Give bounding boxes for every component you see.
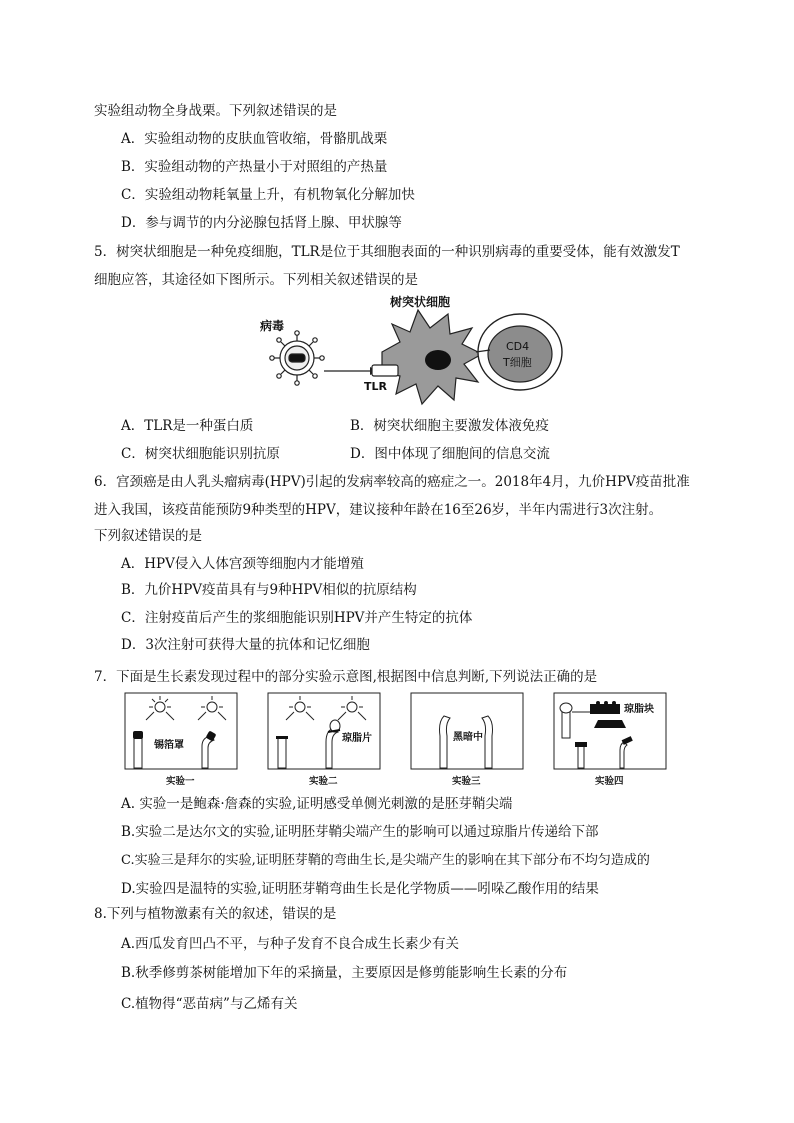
agar-block-label: 琼脂块 xyxy=(624,704,654,715)
cd4-label: CD4 xyxy=(506,340,530,353)
arrow-icon xyxy=(324,367,378,375)
experiment-three-panel xyxy=(411,693,523,769)
q4-option-d: D．参与调节的内分泌腺包括肾上腺、甲状腺等 xyxy=(121,215,402,231)
q7-option-d: D.实验四是温特的实验,证明胚芽鞘弯曲生长是化学物质——吲哚乙酸作用的结果 xyxy=(121,881,599,897)
panel-label-2: 实验二 xyxy=(309,776,338,787)
cell-nucleus xyxy=(425,350,451,370)
experiment-one-panel xyxy=(125,693,237,769)
q8-stem: 8.下列与植物激素有关的叙述，错误的是 xyxy=(94,906,337,922)
q7-stem: 7．下面是生长素发现过程中的部分实验示意图,根据图中信息判断,下列说法正确的是 xyxy=(94,669,598,685)
q8-option-c: C.植物得“恶苗病”与乙烯有关 xyxy=(121,996,298,1012)
panel-label-1: 实验一 xyxy=(166,776,195,787)
q5-stem-line1: 5．树突状细胞是一种免疫细胞，TLR是位于其细胞表面的一种识别病毒的重要受体，能有效激发T xyxy=(94,244,680,260)
q4-option-c: C．实验组动物耗氧量上升，有机物氧化分解加快 xyxy=(121,187,415,203)
q4-option-a: A．实验组动物的皮肤血管收缩，骨骼肌战栗 xyxy=(121,131,388,147)
q6-stem-line2: 进入我国，该疫苗能预防9种类型的HPV，建议接种年龄在16至26岁，半年内需进行3次注射。 xyxy=(94,502,663,518)
q4-option-b: B．实验组动物的产热量小于对照组的产热量 xyxy=(121,159,388,175)
q6-option-c: C．注射疫苗后产生的浆细胞能识别HPV并产生特定的抗体 xyxy=(121,610,473,626)
q7-option-c: C.实验三是拜尔的实验,证明胚芽鞘的弯曲生长,是尖端产生的影响在其下部分布不均匀造成的 xyxy=(121,853,650,868)
auxin-experiments-figure xyxy=(120,690,680,790)
panel-label-4: 实验四 xyxy=(595,776,624,787)
q5-option-a: A．TLR是一种蛋白质 xyxy=(121,418,254,434)
panel-label-3: 实验三 xyxy=(452,776,481,787)
t-cell-label: T细胞 xyxy=(503,356,532,369)
virus-icon xyxy=(270,331,324,385)
foil-cap-label: 锡箔罩 xyxy=(154,740,184,751)
q6-stem-line3: 下列叙述错误的是 xyxy=(94,528,202,544)
t-cell-inner xyxy=(488,326,552,382)
q5-option-d: D．图中体现了细胞间的信息交流 xyxy=(350,446,550,462)
q6-stem-line1: 6．宫颈癌是由人乳头瘤病毒(HPV)引起的发病率较高的癌症之一。2018年4月，九价HPV疫苗批准 xyxy=(94,474,690,490)
tlr-receptor xyxy=(372,365,398,376)
q6-option-b: B．九价HPV疫苗具有与9种HPV相似的抗原结构 xyxy=(121,582,417,598)
darkness-label: 黑暗中 xyxy=(453,732,483,743)
q7-option-a: A. 实验一是鲍森·詹森的实验,证明感受单侧光刺激的是胚芽鞘尖端 xyxy=(121,796,513,812)
agar-slice-label: 琼脂片 xyxy=(342,733,372,744)
experiment-four-panel xyxy=(554,693,666,769)
dendritic-cell-label: 树突状细胞 xyxy=(390,295,451,309)
dendritic-cell-figure xyxy=(250,292,580,410)
tlr-label: TLR xyxy=(364,380,387,393)
experiment-two-panel xyxy=(268,693,380,769)
q5-stem-line2: 细胞应答，其途径如下图所示。下列相关叙述错误的是 xyxy=(94,272,418,288)
q4-stem-tail: 实验组动物全身战栗。下列叙述错误的是 xyxy=(94,103,337,119)
q8-option-b: B.秋季修剪茶树能增加下年的采摘量，主要原因是修剪能影响生长素的分布 xyxy=(121,965,568,981)
q5-option-b: B．树突状细胞主要激发体液免疫 xyxy=(350,418,549,434)
q7-option-b: B.实验二是达尔文的实验,证明胚芽鞘尖端产生的影响可以通过琼脂片传递给下部 xyxy=(121,824,599,840)
q5-option-c: C．树突状细胞能识别抗原 xyxy=(121,446,280,462)
virus-label: 病毒 xyxy=(260,319,285,333)
q6-option-a: A．HPV侵入人体宫颈等细胞内才能增殖 xyxy=(121,556,364,572)
q6-option-d: D．3次注射可获得大量的抗体和记忆细胞 xyxy=(121,637,370,653)
q8-option-a: A.西瓜发育凹凸不平，与种子发育不良合成生长素少有关 xyxy=(121,936,460,952)
